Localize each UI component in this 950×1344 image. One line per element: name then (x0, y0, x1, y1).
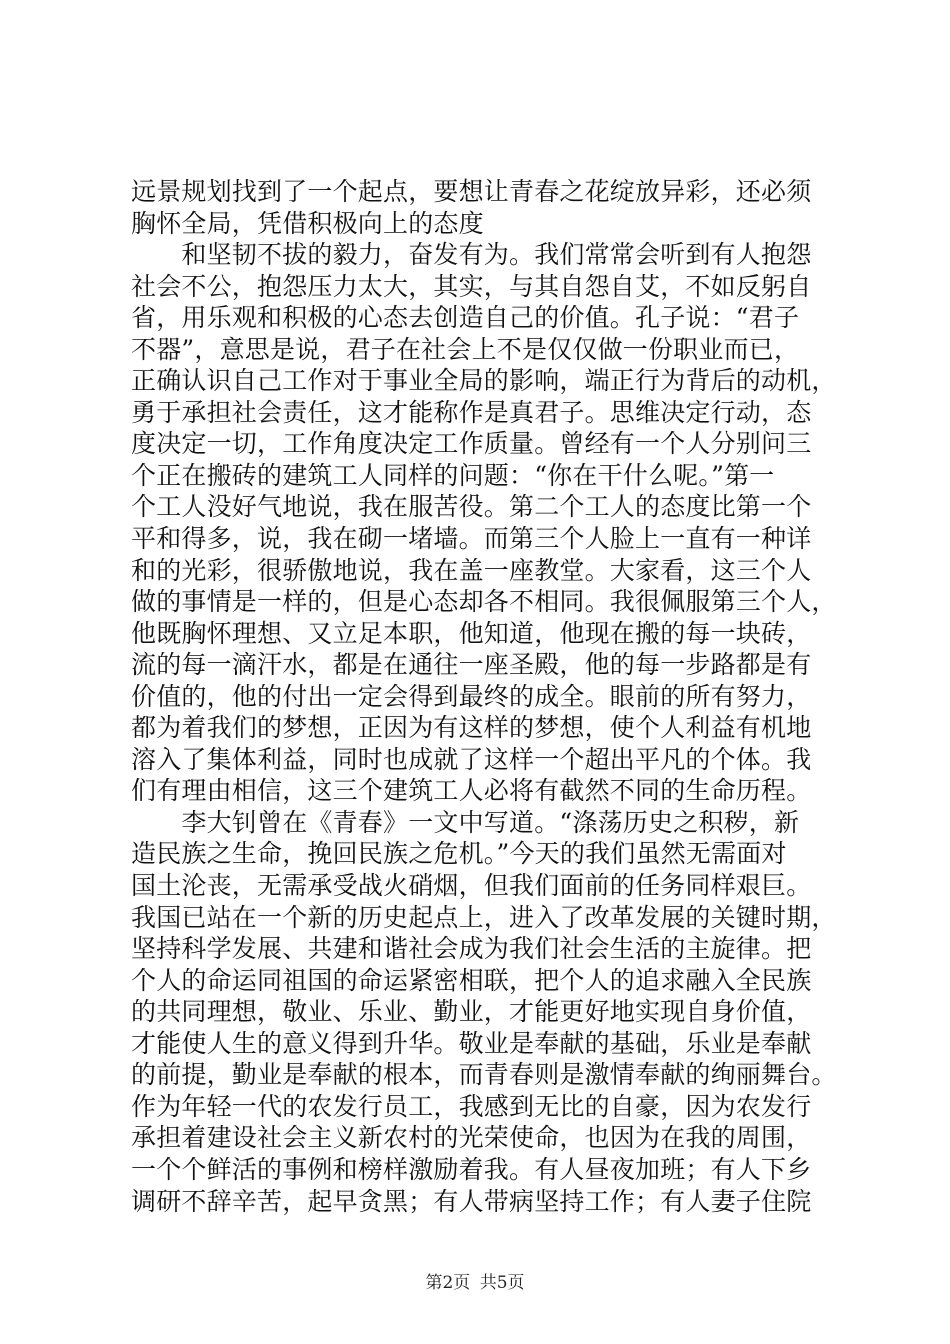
text-line: 溶入了集体利益，同时也成就了这样一个超出平凡的个体。我 (131, 744, 812, 774)
text-line: 一个个鲜活的事例和榜样激励着我。有人昼夜加班；有人下乡 (131, 1154, 812, 1184)
text-line: 胸怀全局，凭借积极向上的态度 (131, 208, 484, 238)
text-line: 作为年轻一代的农发行员工，我感到无比的自豪，因为农发行 (131, 1091, 812, 1121)
text-line: 承担着建设社会主义新农村的光荣使命，也因为在我的周围， (131, 1123, 812, 1153)
text-line: 李大钊曾在《青春》一文中写道。“涤荡历史之积秽，新 (131, 807, 800, 837)
text-line: 不器”，意思是说，君子在社会上不是仅仅做一份职业而已， (131, 334, 800, 364)
text-line: 他既胸怀理想、又立足本职，他知道，他现在搬的每一块砖， (131, 618, 812, 648)
body-text (131, 176, 837, 1217)
text-line: 造民族之生命，挽回民族之危机。”今天的我们虽然无需面对 (131, 839, 787, 869)
text-line: 和坚韧不拔的毅力，奋发有为。我们常常会听到有人抱怨 (131, 240, 812, 270)
page-number: 第2页 (425, 1273, 471, 1293)
text-line: 的前提，勤业是奉献的根本，而青春则是激情奉献的绚丽舞台。 (131, 1060, 837, 1090)
page-footer (0, 1272, 950, 1294)
text-line: 们有理由相信，这三个建筑工人必将有截然不同的生命历程。 (131, 776, 812, 806)
text-line: 平和得多，说，我在砌一堵墙。而第三个人脸上一直有一种详 (131, 524, 812, 554)
text-line: 个正在搬砖的建筑工人同样的问题：“你在干什么呢。”第一 (131, 460, 775, 490)
text-line: 价值的，他的付出一定会得到最终的成全。眼前的所有努力， (131, 681, 812, 711)
page-total: 共5页 (479, 1273, 525, 1293)
text-line: 和的光彩，很骄傲地说，我在盖一座教堂。大家看，这三个人 (131, 555, 812, 585)
text-line: 勇于承担社会责任，这才能称作是真君子。思维决定行动，态 (131, 397, 812, 427)
text-line: 调研不辞辛苦，起早贪黑；有人带病坚持工作；有人妻子住院 (131, 1186, 812, 1216)
text-line: 流的每一滴汗水，都是在通往一座圣殿，他的每一步路都是有 (131, 650, 812, 680)
text-line: 个人的命运同祖国的命运紧密相联，把个人的追求融入全民族 (131, 965, 812, 995)
text-line: 远景规划找到了一个起点，要想让青春之花绽放异彩，还必须 (131, 177, 812, 206)
text-line: 做的事情是一样的，但是心态却各不相同。我很佩服第三个人， (131, 587, 837, 617)
text-line: 正确认识自己工作对于事业全局的影响，端正行为背后的动机， (131, 366, 837, 396)
text-line: 个工人没好气地说，我在服苦役。第二个工人的态度比第一个 (131, 492, 812, 522)
text-line: 社会不公，抱怨压力太大，其实，与其自怨自艾，不如反躬自 (131, 271, 812, 301)
text-line: 才能使人生的意义得到升华。敬业是奉献的基础，乐业是奉献 (131, 1028, 812, 1058)
text-line: 我国已站在一个新的历史起点上，进入了改革发展的关键时期， (131, 902, 837, 932)
text-line: 省，用乐观和积极的心态去创造自己的价值。孔子说：“君子 (131, 303, 800, 333)
text-line: 坚持科学发展、共建和谐社会成为我们社会生活的主旋律。把 (131, 934, 812, 964)
text-line: 的共同理想，敬业、乐业、勤业，才能更好地实现自身价值， (131, 997, 812, 1027)
text-line: 国土沦丧，无需承受战火硝烟，但我们面前的任务同样艰巨。 (131, 871, 812, 901)
text-line: 都为着我们的梦想，正因为有这样的梦想，使个人利益有机地 (131, 713, 812, 743)
text-line: 度决定一切，工作角度决定工作质量。曾经有一个人分别问三 (131, 429, 812, 459)
